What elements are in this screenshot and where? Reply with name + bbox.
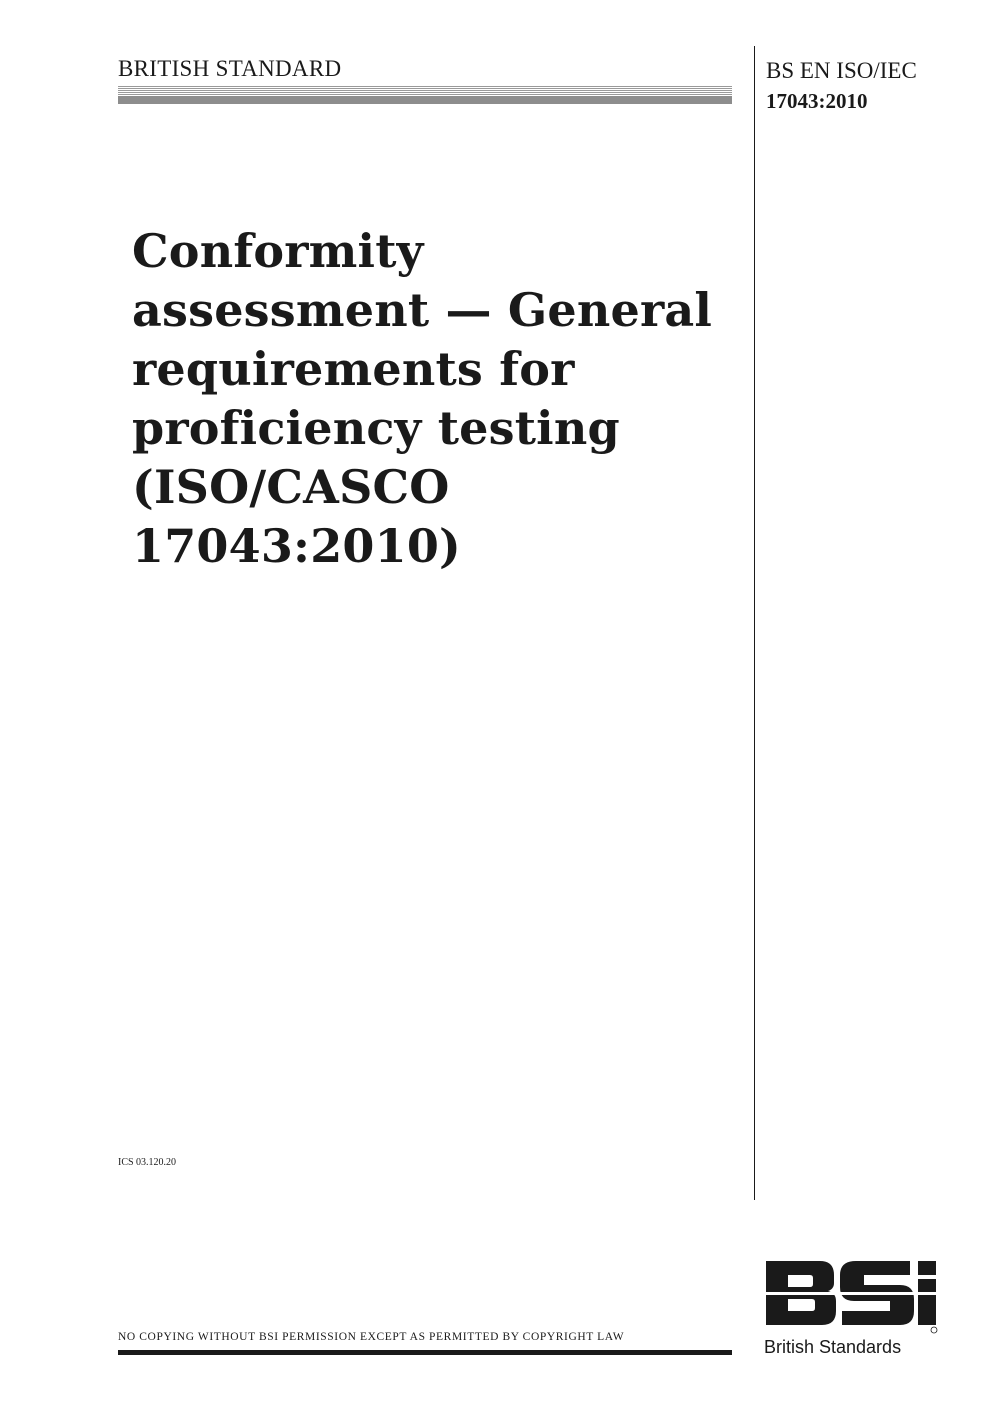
title-line: assessment — General xyxy=(132,283,713,337)
series-label: BRITISH STANDARD xyxy=(118,56,342,81)
footer-rule xyxy=(118,1350,732,1355)
ics-code: ICS 03.120.20 xyxy=(118,1157,177,1168)
title-line: Conformity xyxy=(132,224,424,278)
title-line: (ISO/CASCO xyxy=(132,460,450,514)
document-number-line2: 17043:2010 xyxy=(766,89,868,113)
title-line: 17043:2010) xyxy=(132,519,462,573)
document-number xyxy=(766,56,917,116)
copyright-notice: NO COPYING WITHOUT BSI PERMISSION EXCEPT AS PERMITTED BY COPYRIGHT LAW xyxy=(118,1331,625,1343)
title-line: requirements for xyxy=(132,342,575,396)
document-title xyxy=(132,222,732,576)
header-rule-bar xyxy=(118,96,732,104)
vertical-divider xyxy=(754,46,755,1200)
bsi-logo-label: British Standards xyxy=(764,1337,902,1357)
title-line: proficiency testing xyxy=(132,401,620,455)
document-number-line1: BS EN ISO/IEC xyxy=(766,58,917,83)
